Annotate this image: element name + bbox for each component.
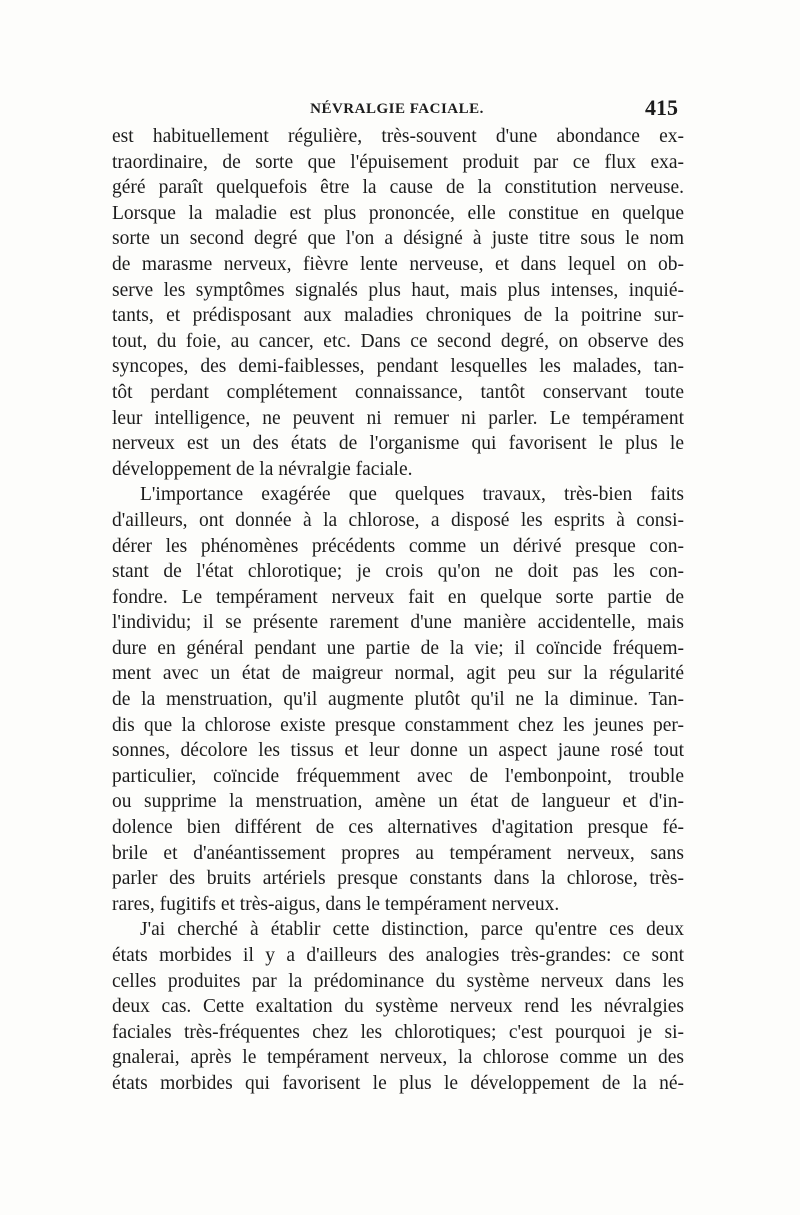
text-line: tôt perdant complétement connaissance, tantôt conservant toute <box>112 381 684 403</box>
text-line: tout, du foie, au cancer, etc. Dans ce second degré, on observe des <box>112 330 684 352</box>
text-line: géré paraît quelquefois être la cause de la constitution nerveuse. <box>112 177 684 199</box>
text-line: ment avec un état de maigreur normal, agit peu sur la régularité <box>112 663 684 685</box>
text-line: dis que la chlorose existe presque constamment chez les jeunes per- <box>112 714 684 736</box>
text-line: sorte un second degré que l'on a désigné à juste titre sous le nom <box>112 228 684 250</box>
text-line: leur intelligence, ne peuvent ni remuer ni parler. Le tempérament <box>112 407 684 429</box>
text-line: de marasme nerveux, fièvre lente nerveuse, et dans lequel on ob- <box>112 253 684 275</box>
text-line: états morbides il y a d'ailleurs des analogies très-grandes: ce sont <box>112 945 684 966</box>
text-line: parler des bruits artériels presque constants dans la chlorose, très- <box>112 868 684 890</box>
text-line: L'importance exagérée que quelques travaux, très-bien faits <box>140 484 684 506</box>
text-line: syncopes, des demi-faiblesses, pendant lesquelles les malades, tan- <box>112 356 684 378</box>
text-line: de la menstruation, qu'il augmente plutôt qu'il ne la diminue. Tan- <box>112 689 684 711</box>
text-line: stant de l'état chlorotique; je crois qu'on ne doit pas les con- <box>112 561 684 583</box>
text-line: développement de la névralgie faciale. <box>112 458 413 480</box>
body-text <box>112 124 684 1097</box>
running-head-title: NÉVRALGIE FACIALE. <box>310 101 484 117</box>
text-line: états morbides qui favorisent le plus le développement de la né- <box>112 1072 684 1094</box>
text-line: ou supprime la menstruation, amène un état de langueur et d'in- <box>112 791 684 813</box>
text-line: celles produites par la prédominance du système nerveux dans les <box>112 970 684 992</box>
text-line: dure en général pendant une partie de la vie; il coïncide fréquem- <box>112 637 684 659</box>
text-line: fondre. Le tempérament nerveux fait en quelque sorte partie de <box>112 586 684 608</box>
text-line: deux cas. Cette exaltation du système nerveux rend les névralgies <box>112 996 684 1018</box>
running-head <box>110 95 684 123</box>
text-line: dolence bien différent de ces alternatives d'agitation presque fé- <box>112 817 684 839</box>
text-line: Lorsque la maladie est plus prononcée, elle constitue en quelque <box>112 202 684 224</box>
text-line: brile et d'anéantissement propres au tempérament nerveux, sans <box>112 842 684 864</box>
text-line: est habituellement régulière, très-souvent d'une abondance ex- <box>112 126 684 147</box>
text-line: sonnes, décolore les tissus et leur donne un aspect jaune rosé tout <box>112 740 684 762</box>
text-line: l'individu; il se présente rarement d'une manière accidentelle, mais <box>112 612 684 634</box>
text-line: d'ailleurs, ont donnée à la chlorose, a disposé les esprits à consi- <box>112 509 684 531</box>
text-line: faciales très-fréquentes chez les chlorotiques; c'est pourquoi je si- <box>112 1021 684 1043</box>
text-line: traordinaire, de sorte que l'épuisement produit par ce flux exa- <box>112 151 684 173</box>
text-line: gnalerai, après le tempérament nerveux, la chlorose comme un des <box>112 1047 684 1069</box>
text-line: J'ai cherché à établir cette distinction, parce qu'entre ces deux <box>140 919 684 941</box>
page-number: 415 <box>645 95 678 120</box>
text-line: serve les symptômes signalés plus haut, mais plus intenses, inquié- <box>112 279 684 301</box>
text-line: rares, fugitifs et très-aigus, dans le tempérament nerveux. <box>112 893 560 915</box>
text-line: tants, et prédisposant aux maladies chroniques de la poitrine sur- <box>112 305 684 327</box>
text-line: particulier, coïncide fréquemment avec de l'embonpoint, trouble <box>112 765 684 787</box>
text-line: nerveux est un des états de l'organisme qui favorisent le plus le <box>112 433 684 455</box>
text-line: dérer les phénomènes précédents comme un dérivé presque con- <box>112 535 684 557</box>
